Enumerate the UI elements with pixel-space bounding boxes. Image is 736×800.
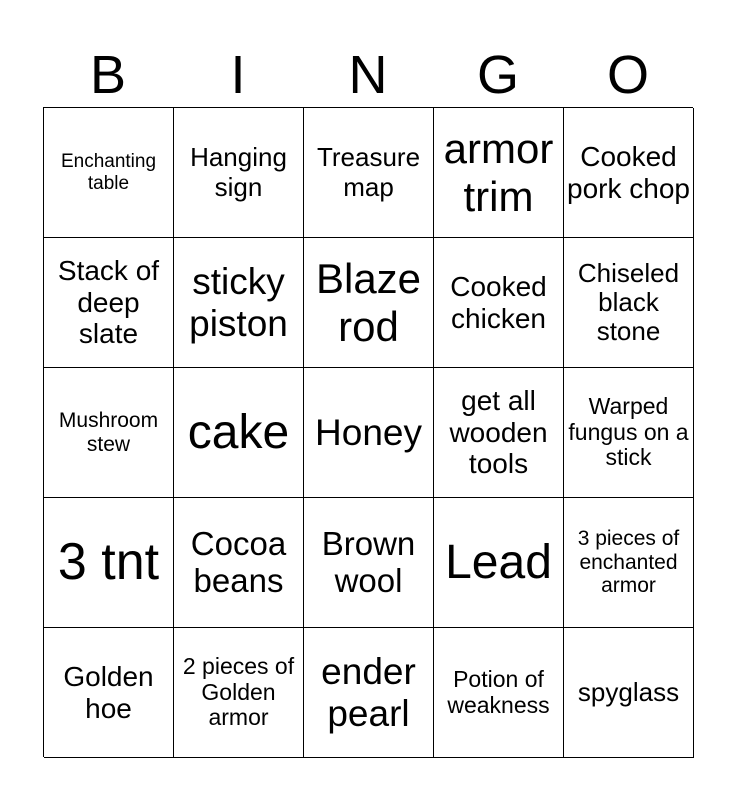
cell-text: 3 tnt xyxy=(57,533,160,592)
bingo-cell[interactable] xyxy=(304,238,434,368)
bingo-grid xyxy=(43,107,693,757)
bingo-cell[interactable] xyxy=(564,238,694,368)
cell-text: Enchanting table xyxy=(60,151,157,194)
cell-text: Cocoa beans xyxy=(190,524,287,599)
cell-text: sticky piston xyxy=(189,261,288,344)
cell-text: Brown wool xyxy=(321,524,416,599)
bingo-cell[interactable] xyxy=(564,628,694,758)
bingo-cell[interactable] xyxy=(434,108,564,238)
bingo-cell[interactable] xyxy=(174,238,304,368)
bingo-cell[interactable] xyxy=(434,368,564,498)
cell-text: Honey xyxy=(315,411,422,453)
cell-text: Chiseled black stone xyxy=(577,257,680,347)
cell-text: Blaze rod xyxy=(315,255,422,350)
bingo-cell[interactable] xyxy=(44,628,174,758)
cell-text: 2 pieces of Golden armor xyxy=(182,652,295,731)
bingo-cell[interactable] xyxy=(434,498,564,628)
header-letter-b: B xyxy=(89,45,127,105)
bingo-cell[interactable] xyxy=(44,498,174,628)
bingo-cell[interactable] xyxy=(174,628,304,758)
cell-text: cake xyxy=(187,405,290,459)
bingo-cell[interactable] xyxy=(564,368,694,498)
cell-text: 3 pieces of enchanted armor xyxy=(577,527,680,598)
bingo-cell[interactable] xyxy=(434,628,564,758)
bingo-cell[interactable] xyxy=(44,238,174,368)
bingo-cell[interactable] xyxy=(44,368,174,498)
cell-text: Treasure map xyxy=(316,142,421,202)
bingo-cell[interactable] xyxy=(434,238,564,368)
bingo-cell[interactable] xyxy=(174,108,304,238)
bingo-cell[interactable] xyxy=(174,498,304,628)
cell-text: Warped fungus on a stick xyxy=(568,392,689,471)
bingo-cell[interactable] xyxy=(304,628,434,758)
bingo-cell[interactable] xyxy=(174,368,304,498)
cell-text: Cooked pork chop xyxy=(567,141,690,204)
bingo-cell[interactable] xyxy=(304,368,434,498)
header-letter-i: I xyxy=(230,45,246,105)
bingo-cell[interactable] xyxy=(564,498,694,628)
cell-text: spyglass xyxy=(577,676,680,707)
cell-text: Cooked chicken xyxy=(450,271,547,334)
header-letter-n: N xyxy=(348,45,388,105)
header-letter-g: G xyxy=(476,45,519,105)
bingo-cell[interactable] xyxy=(304,498,434,628)
cell-text: Hanging sign xyxy=(190,142,287,202)
bingo-header xyxy=(43,45,693,105)
cell-text: Potion of weakness xyxy=(447,665,550,718)
cell-text: get all wooden tools xyxy=(449,385,548,480)
bingo-cell[interactable] xyxy=(564,108,694,238)
cell-text: Mushroom stew xyxy=(58,408,159,456)
bingo-cell[interactable] xyxy=(304,108,434,238)
bingo-cell[interactable] xyxy=(44,108,174,238)
cell-text: Golden hoe xyxy=(63,661,154,724)
cell-text: ender pearl xyxy=(321,651,416,734)
cell-text: Stack of deep slate xyxy=(57,255,160,350)
header-letter-o: O xyxy=(606,45,649,105)
cell-text: Lead xyxy=(445,535,552,589)
cell-text: armor trim xyxy=(443,125,554,220)
